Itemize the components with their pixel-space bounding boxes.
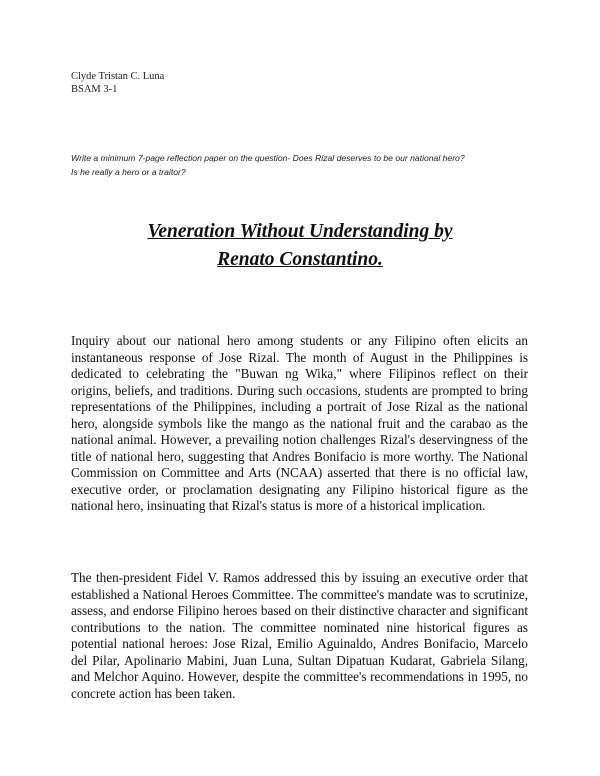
title-line-2: Renato Constantino. (217, 249, 383, 270)
author-header (71, 70, 164, 96)
body-paragraph-1: Inquiry about our national hero among students or any Filipino often elicits an instantaneous response of Jose Rizal. The month of August in the Philippines is dedicated to celebrating the "Buwan ng Wika," where Filipinos reflect on their origins, beliefs, and traditions. During such occasions, students are prompted to bring representations of the Philippines, including a portrait of Jose Rizal as the national hero, alongside symbols like the mango as the national fruit and the carabao as the national animal. However, a prevailing notion challenges Rizal's deservingness of the title of national hero, suggesting that Andres Bonifacio is more worthy. The National Commission on Committee and Arts (NCAA) asserted that there is no official law, executive order, or proclamation designating any Filipino historical figure as the national hero, insinuating that Rizal's status is more of a historical implication. (71, 333, 528, 513)
body-paragraph-2: The then-president Fidel V. Ramos addressed this by issuing an executive order that established a National Heroes Committee. The committee's mandate was to scrutinize, assess, and endorse Filipino heroes based on their distinctive character and significant contributions to the nation. The committee nominated nine historical figures as potential national heroes: Jose Rizal, Emilio Aguinaldo, Andres Bonifacio, Marcelo del Pilar, Apolinario Mabini, Juan Luna, Sultan Dipatuan Kudarat, Gabriela Silang, and Melchor Aquino. However, despite the committee's recommendations in 1995, no concrete action has been taken. (71, 570, 528, 701)
prompt-line-1: Write a minimum 7-page reflection paper on the question- Does Rizal deserves to be our national hero? (71, 153, 465, 163)
author-name: Clyde Tristan C. Luna (71, 71, 165, 82)
assignment-prompt (71, 151, 541, 179)
class-section: BSAM 3-1 (71, 84, 118, 95)
paper-title (0, 218, 600, 274)
title-line-1: Veneration Without Understanding by (147, 221, 453, 242)
prompt-line-2: Is he really a hero or a traitor? (71, 167, 186, 177)
